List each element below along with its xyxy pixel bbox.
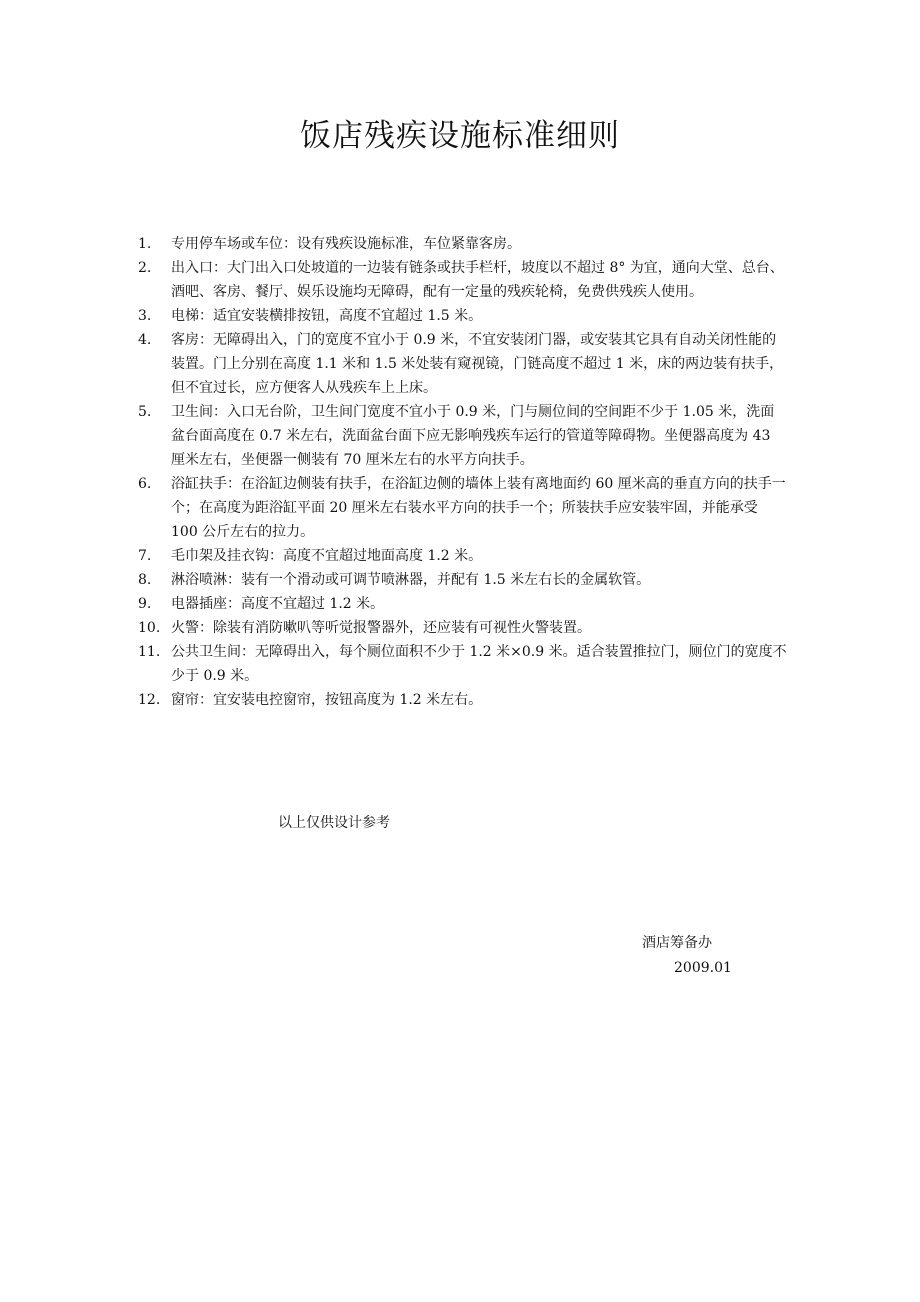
item-number: 4. <box>138 332 152 348</box>
item-text: 公共卫生间：无障碍出入，每个厕位面积不少于 1.2 米×0.9 米。适合装置推拉门，厕位门的宽度不少于 0.9 米。 <box>171 644 787 684</box>
list-item <box>138 328 788 400</box>
item-number: 7. <box>138 548 152 564</box>
list-item <box>138 400 788 472</box>
signer: 酒店筹备办 <box>642 935 712 951</box>
item-text: 浴缸扶手：在浴缸边侧装有扶手，在浴缸边侧的墙体上装有离地面约 60 厘米高的垂直方向的扶手一个；在高度为距浴缸平面 20 厘米左右装水平方向的扶手一个；所装扶手应安装牢固，并能承受 100 公斤左右的拉力。 <box>171 476 786 540</box>
item-number: 8. <box>138 572 152 588</box>
list-item <box>138 616 788 640</box>
document-title: 饭店残疾设施标准细则 <box>300 118 620 154</box>
item-text: 淋浴喷淋：装有一个滑动或可调节喷淋器，并配有 1.5 米左右长的金属软管。 <box>171 572 651 588</box>
list-item <box>138 256 788 304</box>
list-item <box>138 544 788 568</box>
item-text: 窗帘：宜安装电控窗帘，按钮高度为 1.2 米左右。 <box>171 692 483 708</box>
list-item <box>138 592 788 616</box>
list-item <box>138 640 788 688</box>
item-number: 5. <box>138 404 152 420</box>
item-text: 毛巾架及挂衣钩：高度不宜超过地面高度 1.2 米。 <box>171 548 483 564</box>
list-item <box>138 232 788 256</box>
item-text: 电梯：适宜安装横排按钮，高度不宜超过 1.5 米。 <box>171 308 483 324</box>
standards-list <box>138 232 788 712</box>
item-number: 2. <box>138 260 152 276</box>
item-text: 卫生间：入口无台阶，卫生间门宽度不宜小于 0.9 米，门与厕位间的空间距不少于 1.05 米，洗面盆台面高度在 0.7 米左右，洗面盆台面下应无影响残疾车运行的管道等障碍物。坐便器高度为 43 厘米左右，坐便器一侧装有 70 厘米左右的水平方向扶手。 <box>171 404 775 468</box>
item-text: 客房：无障碍出入，门的宽度不宜小于 0.9 米，不宜安装闭门器，或安装其它具有自动关闭性能的装置。门上分别在高度 1.1 米和 1.5 米处装有窥视镜，门链高度不超过 1 米，床的两边装有扶手，但不宜过长，应方便客人从残疾车上上床。 <box>171 332 784 396</box>
item-number: 12. <box>138 692 161 708</box>
item-number: 6. <box>138 476 152 492</box>
item-number: 9. <box>138 596 152 612</box>
list-item <box>138 568 788 592</box>
item-text: 专用停车场或车位：设有残疾设施标准，车位紧靠客房。 <box>171 236 521 252</box>
item-text: 出入口：大门出入口处坡道的一边装有链条或扶手栏杆，坡度以不超过 8° 为宜，通向大堂、总台、酒吧、客房、餐厅、娱乐设施均无障碍，配有一定量的残疾轮椅，免费供残疾人使用。 <box>171 260 784 300</box>
item-number: 1. <box>138 236 152 252</box>
list-item <box>138 304 788 328</box>
item-number: 10. <box>138 620 161 636</box>
item-text: 火警：除装有消防嗽叭等听觉报警器外，还应装有可视性火警装置。 <box>171 620 591 636</box>
reference-note: 以上仅供设计参考 <box>278 815 390 831</box>
list-item <box>138 472 788 544</box>
list-item <box>138 688 788 712</box>
item-text: 电器插座：高度不宜超过 1.2 米。 <box>171 596 385 612</box>
item-number: 3. <box>138 308 152 324</box>
item-number: 11. <box>138 644 161 660</box>
document-date: 2009.01 <box>674 960 732 976</box>
